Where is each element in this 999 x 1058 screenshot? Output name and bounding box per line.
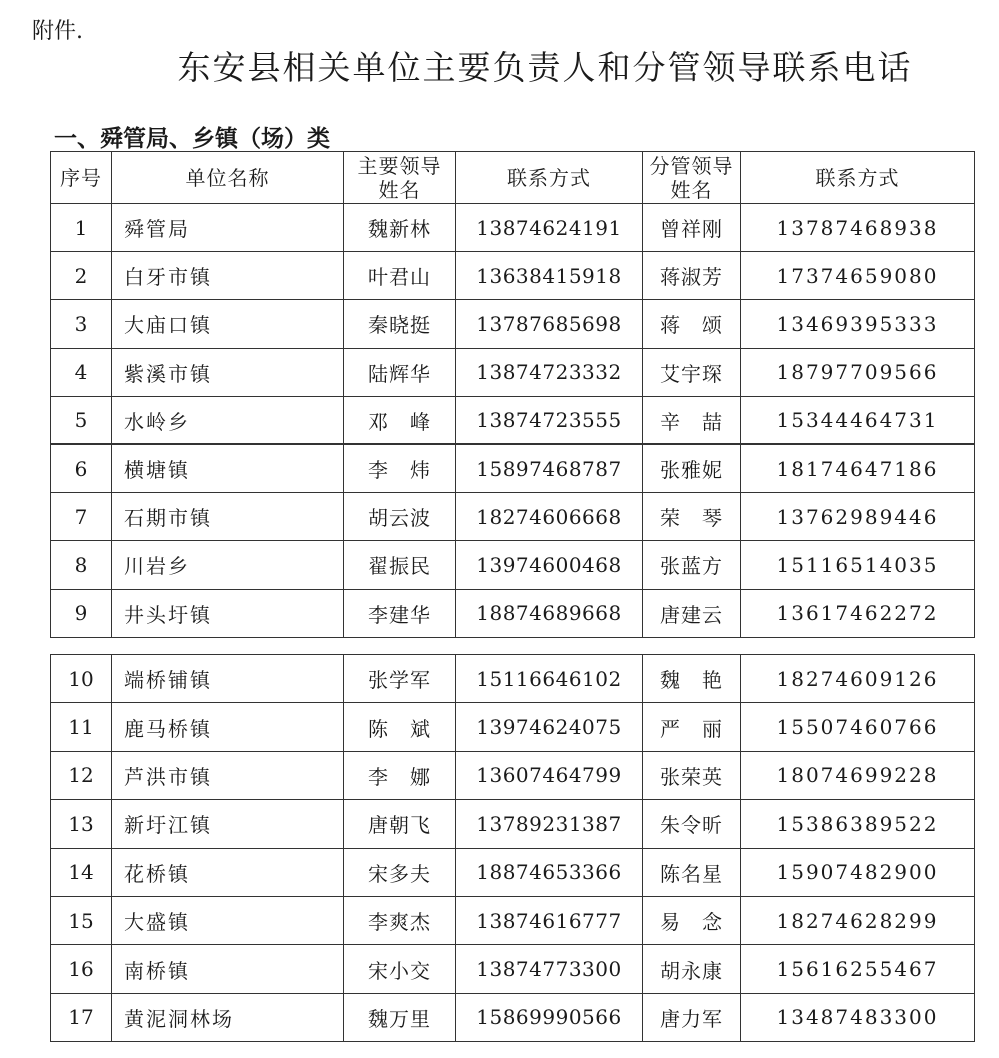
cell-seq: 14 bbox=[51, 848, 112, 896]
table-row bbox=[51, 800, 975, 848]
cell-deputy-leader: 唐建云 bbox=[643, 589, 741, 637]
table-row bbox=[51, 541, 975, 589]
cell-deputy-leader: 易 念 bbox=[643, 896, 741, 944]
cell-unit-name: 芦洪市镇 bbox=[112, 751, 344, 799]
cell-seq: 8 bbox=[51, 541, 112, 589]
table-row bbox=[51, 493, 975, 541]
table-row bbox=[51, 703, 975, 751]
cell-seq: 10 bbox=[51, 655, 112, 703]
cell-main-phone: 13874723555 bbox=[456, 396, 643, 444]
cell-deputy-phone: 13787468938 bbox=[741, 204, 975, 252]
cell-main-leader: 邓 峰 bbox=[344, 396, 456, 444]
cell-deputy-leader: 魏 艳 bbox=[643, 655, 741, 703]
cell-main-phone: 18874689668 bbox=[456, 589, 643, 637]
cell-main-phone: 15897468787 bbox=[456, 444, 643, 492]
section-heading: 一、舜管局、乡镇（场）类 bbox=[54, 126, 330, 152]
table-header-row bbox=[51, 152, 975, 204]
table-row bbox=[51, 848, 975, 896]
cell-unit-name: 新圩江镇 bbox=[112, 800, 344, 848]
cell-deputy-leader: 张荣英 bbox=[643, 751, 741, 799]
cell-deputy-phone: 13617462272 bbox=[741, 589, 975, 637]
cell-unit-name: 黄泥洞林场 bbox=[112, 993, 344, 1041]
cell-main-leader: 魏新林 bbox=[344, 204, 456, 252]
table-row bbox=[51, 896, 975, 944]
cell-seq: 6 bbox=[51, 444, 112, 492]
cell-unit-name: 花桥镇 bbox=[112, 848, 344, 896]
cell-unit-name: 石期市镇 bbox=[112, 493, 344, 541]
table-row bbox=[51, 396, 975, 444]
cell-deputy-phone: 15907482900 bbox=[741, 848, 975, 896]
cell-deputy-leader: 蒋 颂 bbox=[643, 300, 741, 348]
cell-main-leader: 宋多夫 bbox=[344, 848, 456, 896]
table-body-part-1 bbox=[51, 204, 975, 638]
table-row bbox=[51, 348, 975, 396]
cell-main-leader: 李 炜 bbox=[344, 444, 456, 492]
cell-deputy-phone: 15116514035 bbox=[741, 541, 975, 589]
table-row bbox=[51, 204, 975, 252]
cell-unit-name: 井头圩镇 bbox=[112, 589, 344, 637]
cell-deputy-phone: 13762989446 bbox=[741, 493, 975, 541]
cell-seq: 1 bbox=[51, 204, 112, 252]
cell-deputy-leader: 蒋淑芳 bbox=[643, 252, 741, 300]
cell-deputy-phone: 18074699228 bbox=[741, 751, 975, 799]
header-unit: 单位名称 bbox=[112, 152, 344, 204]
header-main-leader bbox=[344, 152, 456, 204]
cell-unit-name: 横塘镇 bbox=[112, 444, 344, 492]
cell-main-leader: 李 娜 bbox=[344, 751, 456, 799]
cell-seq: 5 bbox=[51, 396, 112, 444]
cell-seq: 7 bbox=[51, 493, 112, 541]
cell-main-leader: 胡云波 bbox=[344, 493, 456, 541]
cell-main-phone: 18874653366 bbox=[456, 848, 643, 896]
cell-deputy-phone: 15507460766 bbox=[741, 703, 975, 751]
cell-deputy-leader: 陈名星 bbox=[643, 848, 741, 896]
cell-main-phone: 13874616777 bbox=[456, 896, 643, 944]
cell-seq: 12 bbox=[51, 751, 112, 799]
cell-main-phone: 13974600468 bbox=[456, 541, 643, 589]
cell-deputy-leader: 曾祥刚 bbox=[643, 204, 741, 252]
contact-table-part-2 bbox=[50, 654, 975, 1042]
header-seq: 序号 bbox=[51, 152, 112, 204]
cell-seq: 2 bbox=[51, 252, 112, 300]
cell-main-leader: 宋小交 bbox=[344, 945, 456, 993]
header-main-contact: 联系方式 bbox=[456, 152, 643, 204]
cell-deputy-phone: 18274609126 bbox=[741, 655, 975, 703]
cell-unit-name: 白牙市镇 bbox=[112, 252, 344, 300]
cell-deputy-leader: 张蓝方 bbox=[643, 541, 741, 589]
cell-main-leader: 陆辉华 bbox=[344, 348, 456, 396]
table-row bbox=[51, 252, 975, 300]
cell-seq: 3 bbox=[51, 300, 112, 348]
cell-seq: 13 bbox=[51, 800, 112, 848]
cell-unit-name: 紫溪市镇 bbox=[112, 348, 344, 396]
cell-main-leader: 秦晓挺 bbox=[344, 300, 456, 348]
table-row bbox=[51, 945, 975, 993]
cell-deputy-phone: 13469395333 bbox=[741, 300, 975, 348]
cell-main-leader: 叶君山 bbox=[344, 252, 456, 300]
cell-seq: 17 bbox=[51, 993, 112, 1041]
table-row bbox=[51, 993, 975, 1041]
cell-main-leader: 李爽杰 bbox=[344, 896, 456, 944]
cell-main-leader: 唐朝飞 bbox=[344, 800, 456, 848]
cell-main-phone: 13874773300 bbox=[456, 945, 643, 993]
cell-unit-name: 鹿马桥镇 bbox=[112, 703, 344, 751]
table-row bbox=[51, 655, 975, 703]
cell-deputy-phone: 15616255467 bbox=[741, 945, 975, 993]
cell-deputy-phone: 15344464731 bbox=[741, 396, 975, 444]
cell-main-phone: 13607464799 bbox=[456, 751, 643, 799]
cell-unit-name: 川岩乡 bbox=[112, 541, 344, 589]
cell-unit-name: 舜管局 bbox=[112, 204, 344, 252]
cell-deputy-leader: 荣 琴 bbox=[643, 493, 741, 541]
cell-deputy-phone: 18274628299 bbox=[741, 896, 975, 944]
cell-main-leader: 翟振民 bbox=[344, 541, 456, 589]
cell-deputy-leader: 朱令昕 bbox=[643, 800, 741, 848]
cell-seq: 15 bbox=[51, 896, 112, 944]
document-title: 东安县相关单位主要负责人和分管领导联系电话 bbox=[177, 48, 913, 87]
header-deputy-leader bbox=[643, 152, 741, 204]
attachment-label: 附件. bbox=[32, 19, 83, 44]
header-deputy-contact: 联系方式 bbox=[741, 152, 975, 204]
cell-main-phone: 18274606668 bbox=[456, 493, 643, 541]
cell-seq: 4 bbox=[51, 348, 112, 396]
cell-unit-name: 端桥铺镇 bbox=[112, 655, 344, 703]
cell-deputy-phone: 13487483300 bbox=[741, 993, 975, 1041]
table-body-part-2 bbox=[51, 655, 975, 1042]
cell-unit-name: 水岭乡 bbox=[112, 396, 344, 444]
cell-main-phone: 13789231387 bbox=[456, 800, 643, 848]
cell-main-phone: 13874723332 bbox=[456, 348, 643, 396]
cell-deputy-leader: 严 丽 bbox=[643, 703, 741, 751]
table-row bbox=[51, 751, 975, 799]
cell-deputy-phone: 18174647186 bbox=[741, 444, 975, 492]
cell-deputy-leader: 张雅妮 bbox=[643, 444, 741, 492]
cell-seq: 11 bbox=[51, 703, 112, 751]
contact-table-part-1 bbox=[50, 151, 975, 638]
cell-deputy-phone: 17374659080 bbox=[741, 252, 975, 300]
cell-deputy-phone: 15386389522 bbox=[741, 800, 975, 848]
cell-unit-name: 南桥镇 bbox=[112, 945, 344, 993]
cell-deputy-phone: 18797709566 bbox=[741, 348, 975, 396]
table-row bbox=[51, 589, 975, 637]
cell-main-phone: 13638415918 bbox=[456, 252, 643, 300]
header-main-leader-text: 主要领导姓名 bbox=[357, 153, 442, 202]
cell-deputy-leader: 艾宇琛 bbox=[643, 348, 741, 396]
cell-main-leader: 陈 斌 bbox=[344, 703, 456, 751]
cell-main-phone: 13974624075 bbox=[456, 703, 643, 751]
cell-seq: 9 bbox=[51, 589, 112, 637]
cell-deputy-leader: 辛 喆 bbox=[643, 396, 741, 444]
cell-main-phone: 13874624191 bbox=[456, 204, 643, 252]
cell-seq: 16 bbox=[51, 945, 112, 993]
cell-main-phone: 15116646102 bbox=[456, 655, 643, 703]
table-row bbox=[51, 300, 975, 348]
cell-main-leader: 李建华 bbox=[344, 589, 456, 637]
cell-deputy-leader: 唐力军 bbox=[643, 993, 741, 1041]
cell-main-phone: 13787685698 bbox=[456, 300, 643, 348]
cell-main-phone: 15869990566 bbox=[456, 993, 643, 1041]
cell-unit-name: 大庙口镇 bbox=[112, 300, 344, 348]
table-row bbox=[51, 444, 975, 492]
cell-unit-name: 大盛镇 bbox=[112, 896, 344, 944]
header-deputy-leader-text: 分管领导姓名 bbox=[649, 153, 734, 202]
cell-deputy-leader: 胡永康 bbox=[643, 945, 741, 993]
cell-main-leader: 魏万里 bbox=[344, 993, 456, 1041]
cell-main-leader: 张学军 bbox=[344, 655, 456, 703]
